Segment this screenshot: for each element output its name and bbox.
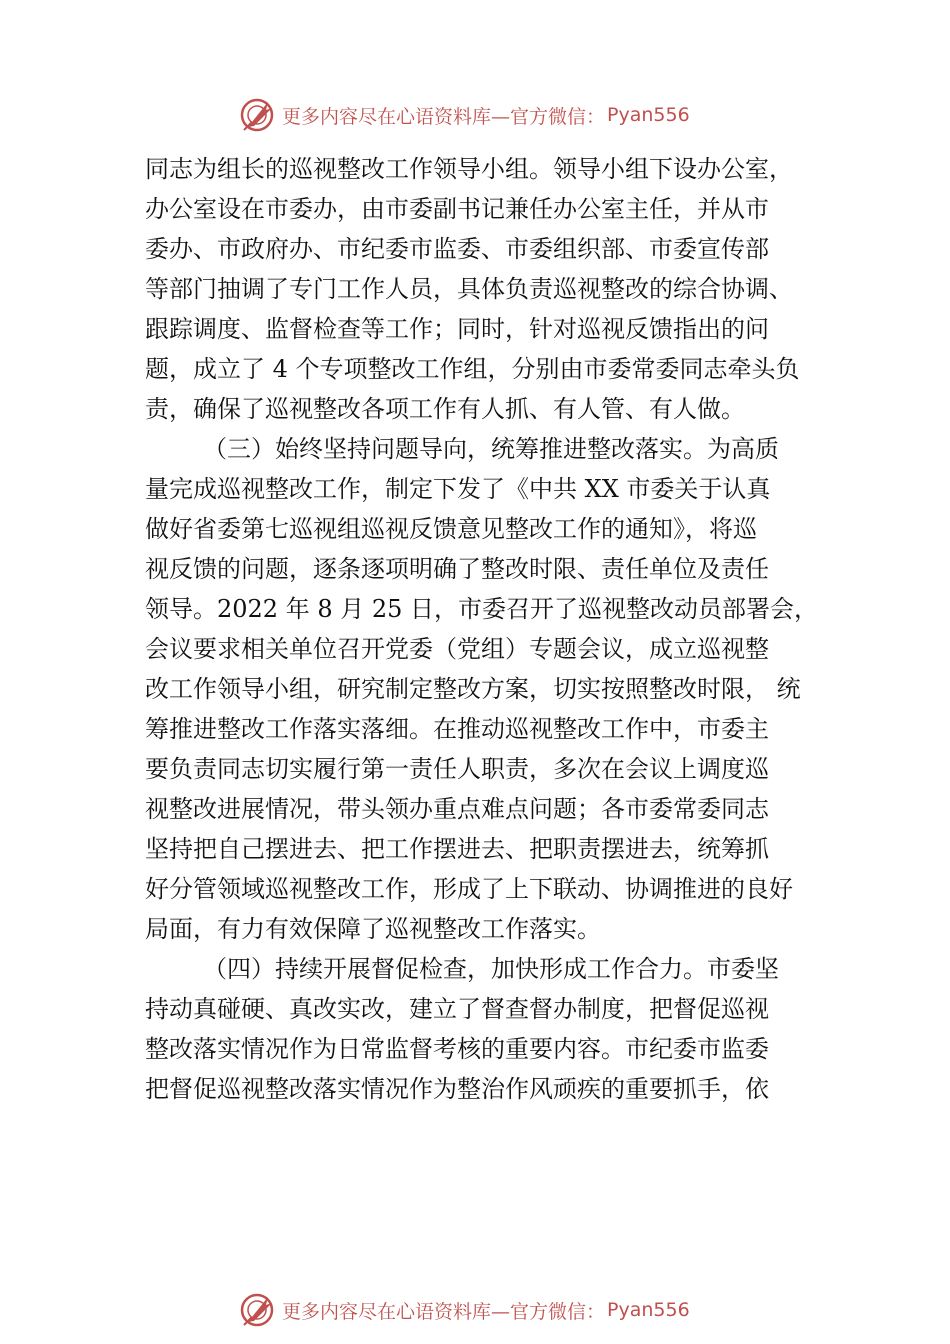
body-line: 把督促巡视整改落实情况作为整治作风顽疾的重要抓手，依 xyxy=(145,1075,769,1103)
body-line: 筹推进整改工作落实落细。在推动巡视整改工作中，市委主 xyxy=(145,715,769,743)
footer-banner-text: 更多内容尽在心语资料库—官方微信： xyxy=(282,1300,606,1323)
quill-logo-icon xyxy=(238,1291,276,1329)
body-line: 同志为组长的巡视整改工作领导小组。领导小组下设办公室， xyxy=(145,155,793,183)
header-banner xyxy=(238,95,690,135)
body-line: 题，成立了 4 个专项整改工作组，分别由市委常委同志牵头负 xyxy=(145,355,800,383)
quill-logo-icon xyxy=(238,96,276,134)
body-line: 视反馈的问题，逐条逐项明确了整改时限、责任单位及责任 xyxy=(145,555,769,583)
header-banner-wechat-id: Pyan556 xyxy=(607,104,690,126)
body-line: 改工作领导小组，研究制定整改方案，切实按照整改时限， 统 xyxy=(145,675,801,703)
body-line: 量完成巡视整改工作，制定下发了《中共 XX 市委关于认真 xyxy=(145,475,771,503)
footer-banner-wechat-id: Pyan556 xyxy=(607,1299,690,1321)
body-line: 持动真碰硬、真改实改，建立了督查督办制度，把督促巡视 xyxy=(145,995,769,1023)
body-line: 视整改进展情况，带头领办重点难点问题；各市委常委同志 xyxy=(145,795,769,823)
body-line: 领导。2022 年 8 月 25 日，市委召开了巡视整改动员部署会， xyxy=(145,595,819,623)
body-line: 会议要求相关单位召开党委（党组）专题会议，成立巡视整 xyxy=(145,635,769,663)
body-line: 委办、市政府办、市纪委市监委、市委组织部、市委宣传部 xyxy=(145,235,769,263)
document-body xyxy=(145,149,845,1109)
footer-banner xyxy=(238,1290,690,1330)
body-line: 整改落实情况作为日常监督考核的重要内容。市纪委市监委 xyxy=(145,1035,769,1063)
section-heading-line: （四）持续开展督促检查，加快形成工作合力。市委坚 xyxy=(203,955,779,983)
body-line: 等部门抽调了专门工作人员，具体负责巡视整改的综合协调、 xyxy=(145,275,793,303)
body-line: 责，确保了巡视整改各项工作有人抓、有人管、有人做。 xyxy=(145,395,745,423)
body-line: 局面，有力有效保障了巡视整改工作落实。 xyxy=(145,915,601,943)
body-line: 好分管领域巡视整改工作，形成了上下联动、协调推进的良好 xyxy=(145,875,793,903)
header-banner-text: 更多内容尽在心语资料库—官方微信： xyxy=(282,105,606,128)
section-heading-line: （三）始终坚持问题导向，统筹推进整改落实。为高质 xyxy=(203,435,779,463)
body-line: 办公室设在市委办，由市委副书记兼任办公室主任，并从市 xyxy=(145,195,769,223)
body-line: 跟踪调度、监督检查等工作；同时，针对巡视反馈指出的问 xyxy=(145,315,769,343)
body-line: 做好省委第七巡视组巡视反馈意见整改工作的通知》，将巡 xyxy=(145,515,757,543)
body-line: 要负责同志切实履行第一责任人职责，多次在会议上调度巡 xyxy=(145,755,769,783)
body-line: 坚持把自己摆进去、把工作摆进去、把职责摆进去，统筹抓 xyxy=(145,835,769,863)
